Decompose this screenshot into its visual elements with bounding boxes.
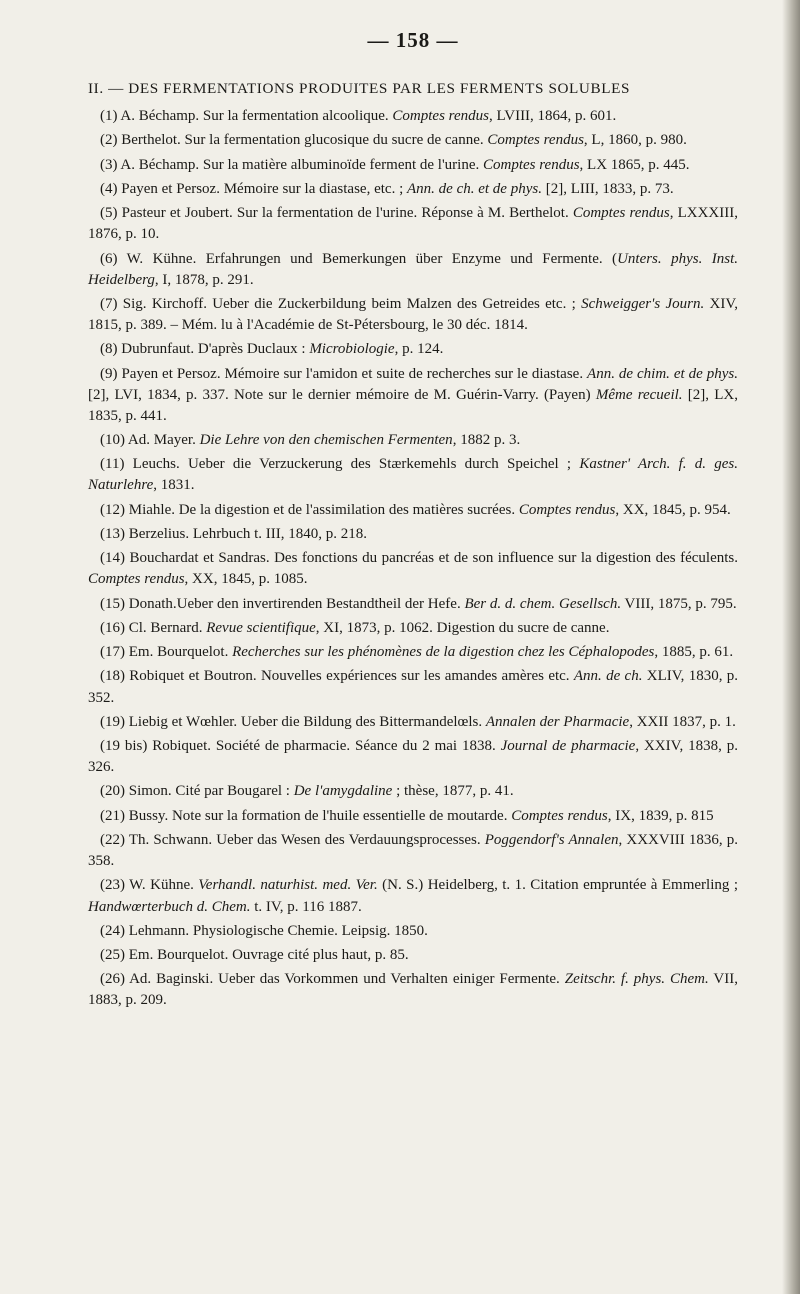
reference-title-italic: Comptes rendus — [487, 132, 584, 149]
reference-text: , L, 1860, p. 980. — [583, 132, 687, 149]
reference-text: (18) Robiquet et Boutron. Nouvelles expériences sur les amandes amères etc. — [100, 668, 574, 685]
reference-entry — [88, 712, 738, 733]
reference-text: (11) Leuchs. Ueber die Verzuckerung des Stærkemehls durch Speichel ; — [100, 456, 580, 473]
reference-entry — [88, 524, 738, 545]
reference-title-italic: Verhandl. naturhist. med. Ver. — [198, 877, 378, 894]
reference-text: (13) Berzelius. Lehrbuch t. III, 1840, p. 218. — [100, 525, 368, 542]
reference-text: [2], LX, 1835, p. 441. — [88, 386, 738, 424]
reference-entry — [88, 364, 738, 427]
reference-text: ; thèse, 1877, p. 41. — [392, 783, 514, 800]
reference-entry — [88, 500, 738, 521]
reference-entry — [88, 155, 738, 176]
reference-text: (N. S.) Heidelberg, t. 1. Citation empruntée à Emmerling ; — [377, 877, 738, 894]
reference-text: , LX 1865, p. 445. — [579, 156, 690, 173]
reference-title-italic: Zeitschr. f. phys. Chem. — [564, 971, 709, 988]
reference-title-italic: Comptes rendus — [88, 571, 185, 588]
reference-entry — [88, 203, 738, 245]
reference-text: (7) Sig. Kirchoff. Ueber die Zuckerbildung beim Malzen des Getreides etc. ; — [100, 295, 582, 312]
reference-title-italic: Même recueil. — [595, 386, 683, 403]
reference-entry — [88, 130, 738, 151]
section-heading: II. — DES FERMENTATIONS PRODUITES PAR LES FERMENTS SOLUBLES — [88, 80, 631, 97]
reference-text: XLIV, 1830, p. 352. — [88, 668, 739, 706]
reference-title-italic: Comptes rendus — [483, 156, 580, 173]
reference-text: , LVIII, 1864, p. 601. — [488, 108, 617, 124]
reference-entry — [88, 430, 738, 451]
page-number: — 158 — — [367, 28, 459, 52]
reference-title-italic: Revue scientifique — [206, 619, 316, 636]
reference-title-italic: Ann. de ch. — [573, 668, 643, 685]
reference-text: (3) A. Béchamp. Sur la matière albuminoïde ferment de l'urine. — [100, 156, 483, 173]
reference-entry — [88, 179, 738, 200]
reference-entry — [88, 294, 738, 336]
reference-entry — [88, 875, 738, 917]
reference-text: (24) Lehmann. Physiologische Chemie. Leipsig. 1850. — [100, 922, 428, 939]
reference-text: (5) Pasteur et Joubert. Sur la fermentation de l'urine. Réponse à M. Berthelot. — [100, 205, 573, 222]
reference-text: (12) Miahle. De la digestion et de l'assimilation des matières sucrées. — [100, 501, 519, 518]
reference-title-italic: Unters. phys. Inst. Heidelberg — [88, 250, 738, 288]
reference-entry — [88, 666, 738, 708]
reference-entry — [88, 618, 738, 639]
reference-title-italic: Comptes rendus — [511, 807, 608, 824]
reference-text: (14) Bouchardat et Sandras. Des fonctions du pancréas et de son influence sur la digestion des féculents. — [100, 550, 738, 567]
reference-entry — [88, 736, 738, 778]
reference-text: (1) A. Béchamp. Sur la fermentation alcoolique. — [100, 108, 393, 124]
reference-title-italic: Comptes rendus — [572, 205, 670, 222]
reference-entry — [88, 454, 738, 496]
reference-text: (25) Em. Bourquelot. Ouvrage cité plus haut, p. 85. — [100, 947, 409, 964]
reference-text: , XXII 1837, p. 1. — [629, 713, 736, 730]
reference-text: (17) Em. Bourquelot. — [100, 644, 233, 661]
page-edge-shadow — [782, 0, 800, 1294]
reference-list — [88, 106, 738, 1012]
reference-entry — [88, 339, 738, 360]
book-page — [88, 28, 738, 1015]
reference-title-italic: Ber d. d. chem. Gesellsch. — [464, 595, 622, 612]
reference-text: , I, 1878, p. 291. — [154, 271, 254, 288]
reference-title-italic: Comptes rendus — [392, 108, 489, 124]
reference-text: (19) Liebig et Wœhler. Ueber die Bildung des Bittermandelœls. — [100, 713, 486, 730]
reference-text: (15) Donath.Ueber den invertirenden Bestandtheil der Hefe. — [100, 595, 465, 612]
reference-text: (8) Dubrunfaut. D'après Duclaux : — [100, 341, 310, 358]
reference-text: , XXIV, 1838, p. 326. — [88, 738, 739, 776]
reference-text: , p. 124. — [394, 341, 444, 358]
reference-text: , LXXXIII, 1876, p. 10. — [88, 205, 739, 243]
reference-title-italic: Microbiologie — [309, 341, 395, 358]
reference-text: (9) Payen et Persoz. Mémoire sur l'amidon et suite de recherches sur le diastase. — [100, 365, 588, 382]
reference-text: , 1885, p. 61. — [654, 644, 734, 661]
reference-text: VIII, 1875, p. 795. — [621, 595, 737, 612]
reference-title-italic: Die Lehre von den chemischen Fermenten — [199, 432, 453, 448]
reference-text: , XI, 1873, p. 1062. Digestion du sucre de canne. — [315, 619, 610, 636]
reference-text: t. IV, p. 116 1887. — [250, 898, 362, 915]
reference-text: XIV, 1815, p. 389. – Mém. lu à l'Académie de St-Pétersbourg, le 30 déc. 1814. — [88, 295, 738, 333]
reference-entry — [88, 806, 738, 827]
reference-title-italic: Annalen der Pharmacie — [485, 713, 630, 730]
reference-text: (10) Ad. Mayer. — [100, 432, 200, 448]
reference-entry — [88, 945, 738, 966]
reference-entry — [88, 781, 738, 802]
reference-text: [2], LIII, 1833, p. 73. — [541, 180, 674, 197]
reference-text: , 1831. — [153, 477, 195, 494]
reference-entry — [88, 548, 738, 590]
reference-text: , XX, 1845, p. 1085. — [184, 571, 308, 588]
reference-text: , 1882 p. 3. — [452, 432, 521, 448]
reference-title-italic: Kastner' Arch. f. d. ges. Naturlehre — [88, 456, 738, 494]
reference-entry — [88, 642, 738, 663]
reference-text: (16) Cl. Bernard. — [100, 619, 207, 636]
reference-entry — [88, 969, 738, 1011]
reference-text: (20) Simon. Cité par Bougarel : — [100, 783, 294, 800]
reference-title-italic: Ann. de ch. et de phys. — [407, 180, 542, 197]
reference-entry — [88, 106, 738, 127]
reference-text: VII, 1883, p. 209. — [88, 971, 738, 1009]
reference-entry — [88, 830, 738, 872]
reference-text: , IX, 1839, p. 815 — [607, 807, 714, 824]
reference-entry — [88, 921, 738, 942]
reference-text: (4) Payen et Persoz. Mémoire sur la diastase, etc. ; — [100, 180, 407, 197]
reference-text: [2], LVI, 1834, p. 337. Note sur le dernier mémoire de M. Guérin-Varry. (Payen) — [88, 386, 596, 403]
reference-title-italic: De l'amygdaline — [293, 783, 393, 800]
reference-text: (26) Ad. Baginski. Ueber das Vorkommen und Verhalten einiger Fermente. — [100, 971, 565, 988]
reference-text: (6) W. Kühne. Erfahrungen und Bemerkungen über Enzyme und Fermente. ( — [100, 250, 618, 267]
reference-entry — [88, 594, 738, 615]
reference-text: (21) Bussy. Note sur la formation de l'huile essentielle de moutarde. — [100, 807, 512, 824]
reference-title-italic: Schweigger's Journ. — [581, 295, 705, 312]
reference-text: (19 bis) Robiquet. Société de pharmacie. Séance du 2 mai 1838. — [100, 738, 501, 755]
reference-text: (23) W. Kühne. — [100, 877, 199, 894]
reference-title-italic: Handwœrterbuch d. Chem. — [88, 898, 251, 915]
reference-text: (22) Th. Schwann. Ueber das Wesen des Verdauungsprocesses. — [100, 832, 485, 849]
reference-text: (2) Berthelot. Sur la fermentation glucosique du sucre de canne. — [100, 132, 488, 149]
reference-title-italic: Journal de pharmacie — [500, 738, 636, 755]
reference-title-italic: Recherches sur les phénomènes de la digestion chez les Céphalopodes — [232, 644, 655, 661]
reference-text: , XXXVIII 1836, p. 358. — [88, 832, 738, 870]
reference-title-italic: Poggendorf's Annalen — [484, 832, 619, 849]
reference-text: , XX, 1845, p. 954. — [615, 501, 731, 518]
reference-title-italic: Comptes rendus — [518, 501, 616, 518]
reference-entry — [88, 249, 738, 291]
reference-title-italic: Ann. de chim. et de phys. — [587, 365, 738, 382]
